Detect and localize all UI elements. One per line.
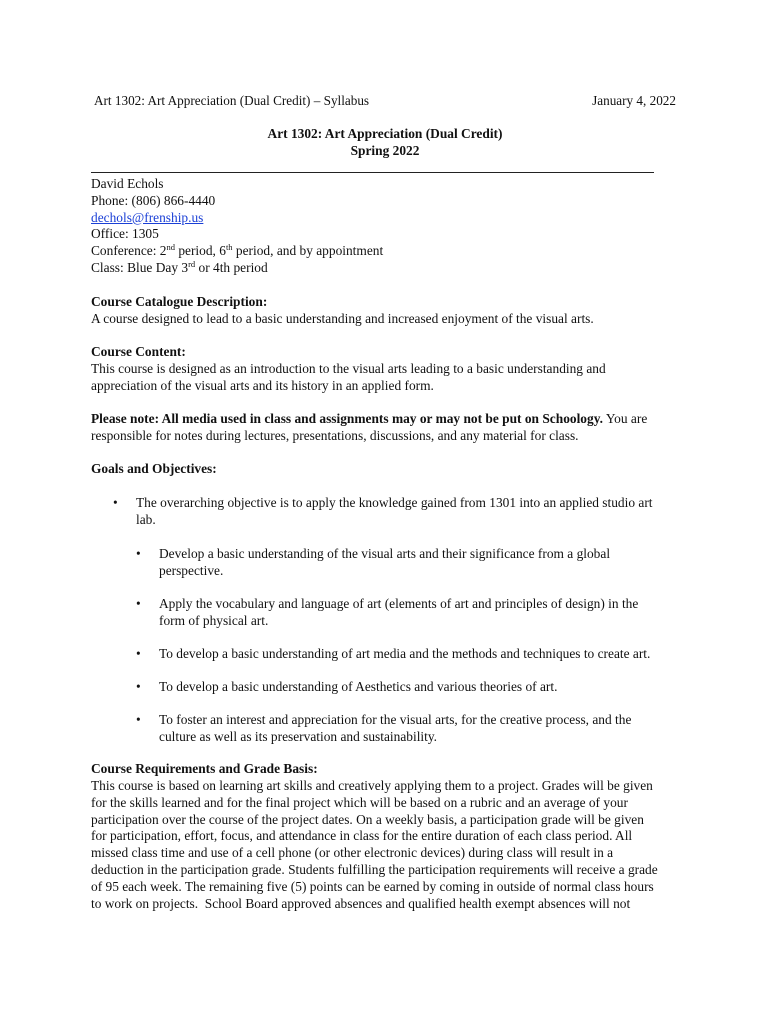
content-line-2: appreciation of the visual arts and its history in an applied form. [91,378,434,393]
class-text-b: or 4th period [195,259,268,275]
requirements-heading: Course Requirements and Grade Basis: [91,761,318,776]
bullet-main: • [113,495,118,510]
goal-sub-5-line-1: To foster an interest and appreciation for the visual arts, for the creative process, and the [159,712,632,727]
note-bold: Please note: All media used in class and assignments may or may not be put on Schoology. [91,411,603,426]
header-date: January 4, 2022 [592,93,676,108]
instructor-office: Office: 1305 [91,226,159,242]
bullet-sub-3: • [136,646,141,661]
goal-sub-5-line-2: culture as well as its preservation and sustainability. [159,729,438,744]
note-line-1 [91,411,691,428]
bullet-sub-1: • [136,546,141,561]
requirements-line: participation over the course of the project dates. On a weekly basis, a participation grade will be given [91,811,644,827]
goals-heading: Goals and Objectives: [91,461,217,476]
requirements-line: for the skills learned and for the final project which will be based on a rubric and an average of your [91,794,628,810]
instructor-info [91,176,383,277]
bullet-sub-5: • [136,712,141,727]
title-divider [91,172,654,173]
requirements-line: of 95 each week. The remaining five (5) points can be earned by coming in outside of normal class hours [91,878,654,894]
class-text-a: Class: Blue Day 3 [91,259,189,275]
content-heading: Course Content: [91,344,186,359]
conference-sup-1: nd [166,242,175,253]
requirements-line: deduction in the participation grade. Students fulfilling the participation requirements will receive a grade [91,861,658,877]
goal-sub-1-line-1: Develop a basic understanding of the visual arts and their significance from a global [159,546,611,561]
conference-text-a: Conference: 2 [91,243,167,259]
instructor-name: David Echols [91,176,164,191]
requirements-line: missed class time and use of a cell phone (or other electronic devices) during class will result in a [91,845,614,861]
bullet-sub-2: • [136,596,141,611]
goal-sub-2-line-1: Apply the vocabulary and language of art (elements of art and principles of design) in the [159,596,639,611]
note-rest: You are [603,411,648,426]
conference-times [91,243,383,260]
instructor-email-link[interactable]: dechols@frenship.us [91,209,204,225]
goal-sub-2-line-2: form of physical art. [159,613,269,628]
goal-sub-1-line-2: perspective. [159,563,224,578]
class-sup: rd [188,258,196,269]
goal-main-line-2: lab. [136,512,156,527]
requirements-line: This course is based on learning art skills and creatively applying them to a project. Grades will be given [91,778,653,793]
goal-sub-4-line-1: To develop a basic understanding of Aesthetics and various theories of art. [159,679,558,694]
goal-main-line-1: The overarching objective is to apply the knowledge gained from 1301 into an applied studio art [136,495,653,510]
header-left: Art 1302: Art Appreciation (Dual Credit) – Syllabus [94,93,370,108]
conference-text-c: period, and by appointment [232,243,384,259]
requirements-line: to work on projects. School Board approved absences and qualified health exempt absences will not [91,895,631,911]
goal-sub-3-line-1: To develop a basic understanding of art media and the methods and techniques to create art. [159,646,651,661]
catalogue-heading: Course Catalogue Description: [91,294,268,309]
course-term: Spring 2022 [350,143,420,158]
conference-sup-2: th [225,242,233,253]
conference-text-b: period, 6 [174,243,226,259]
requirements-line: for participation, effort, focus, and attendance in class for the entire duration of each class period. All [91,828,633,844]
note-line-2: responsible for notes during lectures, presentations, discussions, and any material for class. [91,428,579,443]
course-title: Art 1302: Art Appreciation (Dual Credit) [267,126,503,141]
requirements-paragraph [91,778,691,912]
instructor-phone: Phone: (806) 866-4440 [91,192,216,208]
catalogue-text: A course designed to lead to a basic understanding and increased enjoyment of the visual arts. [91,311,594,326]
class-times [91,260,383,277]
content-line-1: This course is designed as an introduction to the visual arts leading to a basic understanding and [91,361,606,376]
bullet-sub-4: • [136,679,141,694]
